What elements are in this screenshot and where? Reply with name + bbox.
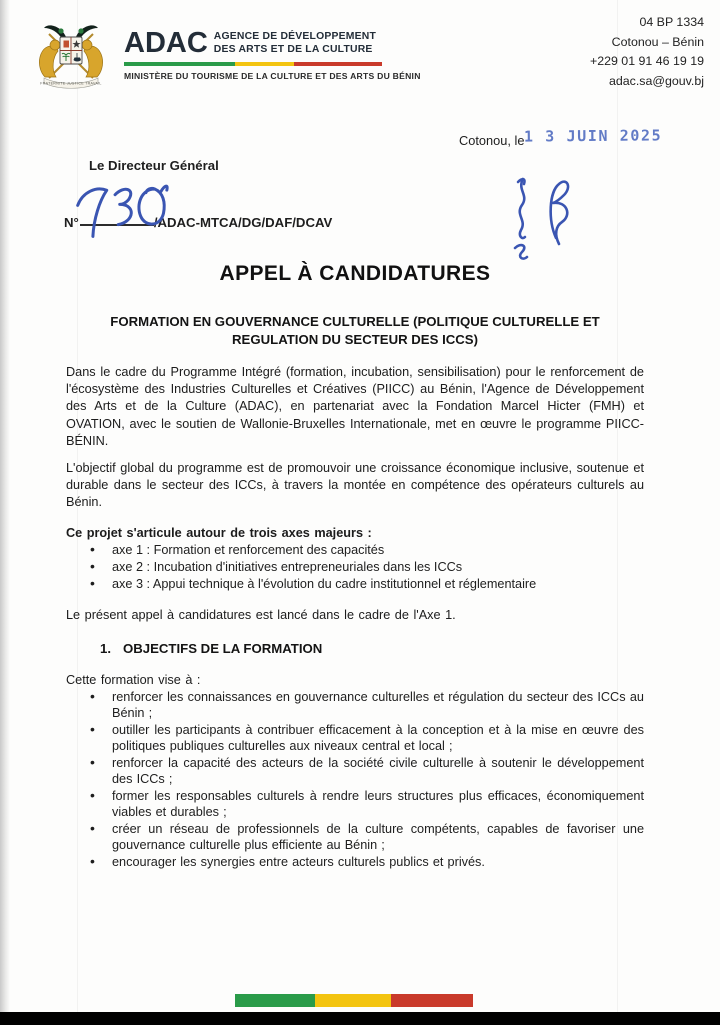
- intro-paragraph-1: Dans le cadre du Programme Intégré (formation, incubation, sensibilisation) pour le renforcement de l'écosystème des Industries Culturelles et Créatives (PIICC) au Bénin, l'Agence de Développement des Arts et de la Culture (ADAC), en partenariat avec la Fondation Marcel Hicter (FMH) et OVATION, avec le soutien de Wallonie-Bruxelles Internationale, met en œuvre le programme PIICC-BÉNIN.: [66, 365, 644, 448]
- contact-line: Cotonou – Bénin: [611, 34, 704, 49]
- section-1-heading: [66, 641, 644, 656]
- objective-item: • outiller les participants à contribuer efficacement à la conception et à la mise en œuvre des politiques publiques culturelles aux niveaux central et local ;: [112, 722, 644, 754]
- section-1-intro: Cette formation vise à :: [66, 673, 201, 688]
- axes-note: Le présent appel à candidatures est lancé dans le cadre de l'Axe 1.: [66, 607, 456, 622]
- axes-list: [66, 542, 644, 592]
- axes-intro: Ce projet s'articule autour de trois axes majeurs :: [66, 525, 372, 540]
- ministry-name: MINISTÈRE DU TOURISME DE LA CULTURE ET DES ARTS DU BÉNIN: [124, 71, 421, 81]
- flag-green-segment: [235, 994, 315, 1007]
- objective-item: • renforcer les connaissances en gouvernance culturelles et régulation du secteur des ICCs au Bénin ;: [112, 689, 644, 721]
- scan-edge-shadow: [0, 0, 10, 1012]
- adac-tagline-line2: DES ARTS ET DE LA CULTURE: [213, 43, 373, 55]
- contact-line: adac.sa@gouv.bj: [608, 73, 704, 88]
- sender-title: Le Directeur Général: [89, 158, 219, 173]
- reference-suffix: /ADAC-MTCA/DG/DAF/DCAV: [153, 215, 333, 230]
- flag-red-segment: [391, 994, 473, 1007]
- axis-item: • axe 1 : Formation et renforcement des capacités: [112, 542, 644, 558]
- axis-item: • axe 2 : Incubation d'initiatives entrepreneuriales dans les ICCs: [112, 559, 644, 575]
- intro-paragraph-2: L'objectif global du programme est de promouvoir une croissance économique inclusive, soutenue et durable dans le secteur des ICCs, à travers la montée en compétence des opérateurs culturels au Bénin.: [66, 461, 644, 510]
- objective-item: • former les responsables culturels à rendre leurs structures plus efficaces, économiquement viables et durables ;: [112, 788, 644, 820]
- flag-yellow-segment: [315, 994, 391, 1007]
- adac-tagline-line1: AGENCE DE DÉVELOPPEMENT: [213, 31, 376, 42]
- footer-flag-bar: [235, 994, 473, 1007]
- coat-of-arms-motto: FRATERNITE JUSTICE TRAVAIL: [40, 81, 102, 86]
- section-1-number: 1.: [100, 641, 111, 657]
- axis-item: • axe 3 : Appui technique à l'évolution du cadre institutionnel et réglementaire: [112, 576, 644, 592]
- reference-prefix: N°: [64, 215, 79, 230]
- date-stamp: 1 3 JUIN 2025: [523, 126, 663, 146]
- document-subtitle: FORMATION EN GOUVERNANCE CULTURELLE (POLITIQUE CULTURELLE ET REGULATION DU SECTEUR DES ICCS): [110, 314, 600, 347]
- section-1-title: OBJECTIFS DE LA FORMATION: [123, 641, 323, 657]
- scan-bottom-bar: [0, 1012, 720, 1025]
- adac-logo-acronym: ADAC: [124, 27, 208, 59]
- dateline-prefix: Cotonou, le: [459, 133, 525, 148]
- contact-line: 04 BP 1334: [639, 15, 704, 29]
- objective-item: • créer un réseau de professionnels de la culture compétents, capables de favoriser une gouvernance culturelle plus efficiente au Bénin ;: [112, 821, 644, 853]
- contact-line: +229 01 91 46 19 19: [589, 54, 704, 68]
- objectives-list: [66, 689, 644, 870]
- document-title: APPEL À CANDIDATURES: [219, 262, 491, 285]
- objective-item: • encourager les synergies entre acteurs culturels publics et privés.: [112, 854, 644, 870]
- letter-body: [66, 0, 644, 871]
- objective-item: • renforcer la capacité des acteurs de la société civile culturelle à soutenir le développement des ICCs ;: [112, 755, 644, 787]
